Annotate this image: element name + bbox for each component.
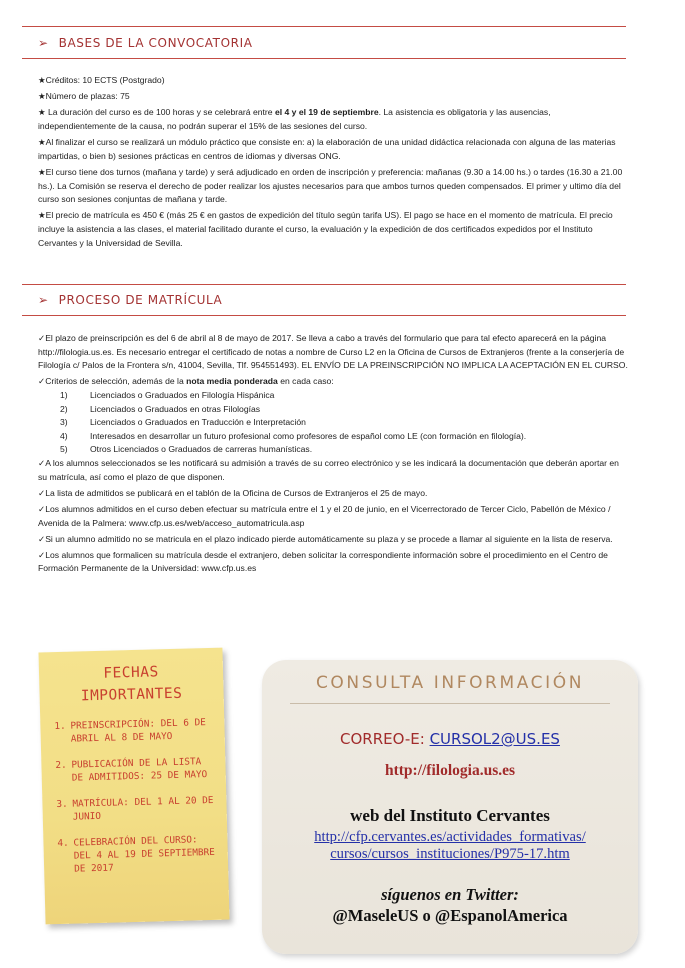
star-icon: ★ [38,210,46,221]
check-icon: ✓ [38,333,46,343]
matricula-item: ✓Los alumnos que formalicen su matrícula desde el extranjero, deben solicitar la correspondiente información sobre el procedimiento en el Centro de Formación Permanente de la Universidad: www.cfp.us.es [38,549,608,574]
date-item: 4. CELEBRACIÓN DEL CURSO: DEL 4 AL 19 DE SEPTIEMBRE DE 2017 [57,834,216,875]
cervantes-link[interactable]: http://cfp.cervantes.es/actividades_formativas/ cursos/cursos_instituciones/P975-17.htm [314,829,586,862]
dates-list [40,716,228,877]
criteria-item: 2) Licenciados o Graduados en otras Filologías [60,403,261,414]
section-rule [22,58,626,59]
twitter-handles: @MaseleUS o @EspanolAmerica [332,906,568,925]
criteria-item: 4) Interesados en desarrollar un futuro profesional como profesores de español como LE (con formación en filología). [60,430,527,441]
bases-item: ★El precio de matrícula es 450 € (más 25 € en gastos de expedición del título según tarifa US). El pago se hace en el momento de matrícula. El precio incluye la asistencia a las clases, el material facilitado durante el curso, la evaluación y la expedición de dos certificados expedidos por el Instituto Cervantes y la Universidad de Sevilla. [38,210,613,248]
criteria-list [38,389,628,457]
matricula-item: ✓A los alumnos seleccionados se les notificará su admisión a través de su correo electrónico y se les indicará la documentación que deberán aportar en su matrícula, así como el plazo de que disponen. [38,457,619,482]
date-item: 3. MATRÍCULA: DEL 1 AL 20 DE JUNIO [56,794,214,823]
email-row [262,730,638,748]
top-rule [22,26,626,27]
matricula-item: ✓La lista de admitidos se publicará en el tablón de la Oficina de Cursos de Extranjeros el 25 de mayo. [38,487,428,498]
matricula-item: ✓Criterios de selección, además de la nota media ponderada en cada caso: [38,376,334,387]
star-icon: ★ [38,137,46,148]
check-icon: ✓ [38,487,46,498]
star-icon: ★ [38,107,46,118]
section-rule [22,315,626,316]
star-icon: ★ [38,91,46,102]
twitter-title: síguenos en Twitter: [381,885,519,904]
matricula-item: ✓Los alumnos admitidos en el curso deben efectuar su matrícula entre el 1 y el 20 de junio, en el Vicerrectorado de Tercer Ciclo, Pabellón de México / Avenida de la Palmera: www.cfp.us.es/web/acceso_automatricula.asp [38,503,611,528]
date-item: 2. PUBLICACIÓN DE LA LISTA DE ADMITIDOS: 25 DE MAYO [55,756,208,784]
matricula-item: ✓El plazo de preinscripción es del 6 de abril al 8 de mayo de 2017. Se lleva a cabo a través del formulario que para tal efecto aparecerá en la página http://filologia.us.es. Es necesario entregar el certificado de notas a nombre de Curso L2 en la Oficina de Cursos de Extranjeros (frente a la conserjería de Filología c/ Palos de la Frontera s/n, 41004, Sevilla, Tlf. 954551493). EL ENVÍO DE LA PREINSCRIPCIÓN NO IMPLICA LA ACEPTACIÓN EN EL CURSO. [38,333,628,371]
card-title: CONSULTA INFORMACIÓN [315,673,585,693]
section-title-bases: ➢ BASES DE LA CONVOCATORIA [38,36,253,50]
check-icon: ✓ [38,533,46,544]
star-icon: ★ [38,166,46,177]
bases-item: ★Créditos: 10 ECTS (Postgrado) [38,75,165,85]
bases-list [38,74,628,253]
star-icon: ★ [38,75,46,85]
important-dates-note [38,648,229,925]
date-item: 1. PREINSCRIPCIÓN: DEL 6 DE ABRIL AL 8 DE MAYO [54,717,206,745]
email-label: CORREO-E: [340,730,430,748]
arrow-icon: ➢ [38,293,49,307]
cervantes-title: web del Instituto Cervantes [350,806,550,825]
matricula-item: ✓Si un alumno admitido no se matricula en el plazo indicado pierde automáticamente su plaza y se procede a llamar al siguiente en la lista de reserva. [38,533,613,544]
matricula-list [38,332,628,579]
criteria-item: 5) Otros Licenciados o Graduados de carreras humanísticas. [60,444,313,455]
check-icon: ✓ [38,503,46,514]
bases-item: ★El curso tiene dos turnos (mañana y tarde) y será adjudicado en orden de inscripción y preferencia: mañanas (9.30 a 14.00 hs.) o tardes (16.30 a 21.00 hs.). La Comisión se reserva el derecho de poder realizar los ajustes necesarios para que ambos turnos queden compensados. El primer y ultimo día del curso son sesiones conjuntas de mañana y tarde. [38,166,623,205]
email-link[interactable]: CURSOL2@US.ES [429,730,560,748]
note-title: FECHAS IMPORTANTES [80,664,183,705]
check-icon: ✓ [38,376,46,387]
card-divider [290,703,610,704]
bases-item: ★Al finalizar el curso se realizará un módulo práctico que consiste en: a) la elaboración de una unidad didáctica relacionada con alguna de las materias impartidas, o bien b) sesiones prácticas en centros de idiomas y diversas ONG. [38,137,616,161]
website-link[interactable]: http://filologia.us.es [384,762,516,779]
section-title-matricula: ➢ PROCESO DE MATRÍCULA [38,293,223,307]
check-icon: ✓ [38,457,46,468]
criteria-item: 1) Licenciados o Graduados en Filología Hispánica [60,389,275,400]
arrow-icon: ➢ [38,36,49,50]
check-icon: ✓ [38,549,46,560]
section-rule [22,284,626,285]
contact-card [262,660,638,954]
bases-item: ★ La duración del curso es de 100 horas y se celebrará entre el 4 y el 19 de septiembre. La asistencia es obligatoria y las ausencias, independientemente de la causa, no podrán superar el 15% de las sesiones del curso. [38,107,551,131]
bases-item: ★Número de plazas: 75 [38,91,130,102]
criteria-item: 3) Licenciados o Graduados en Traducción e Interpretación [60,417,306,428]
